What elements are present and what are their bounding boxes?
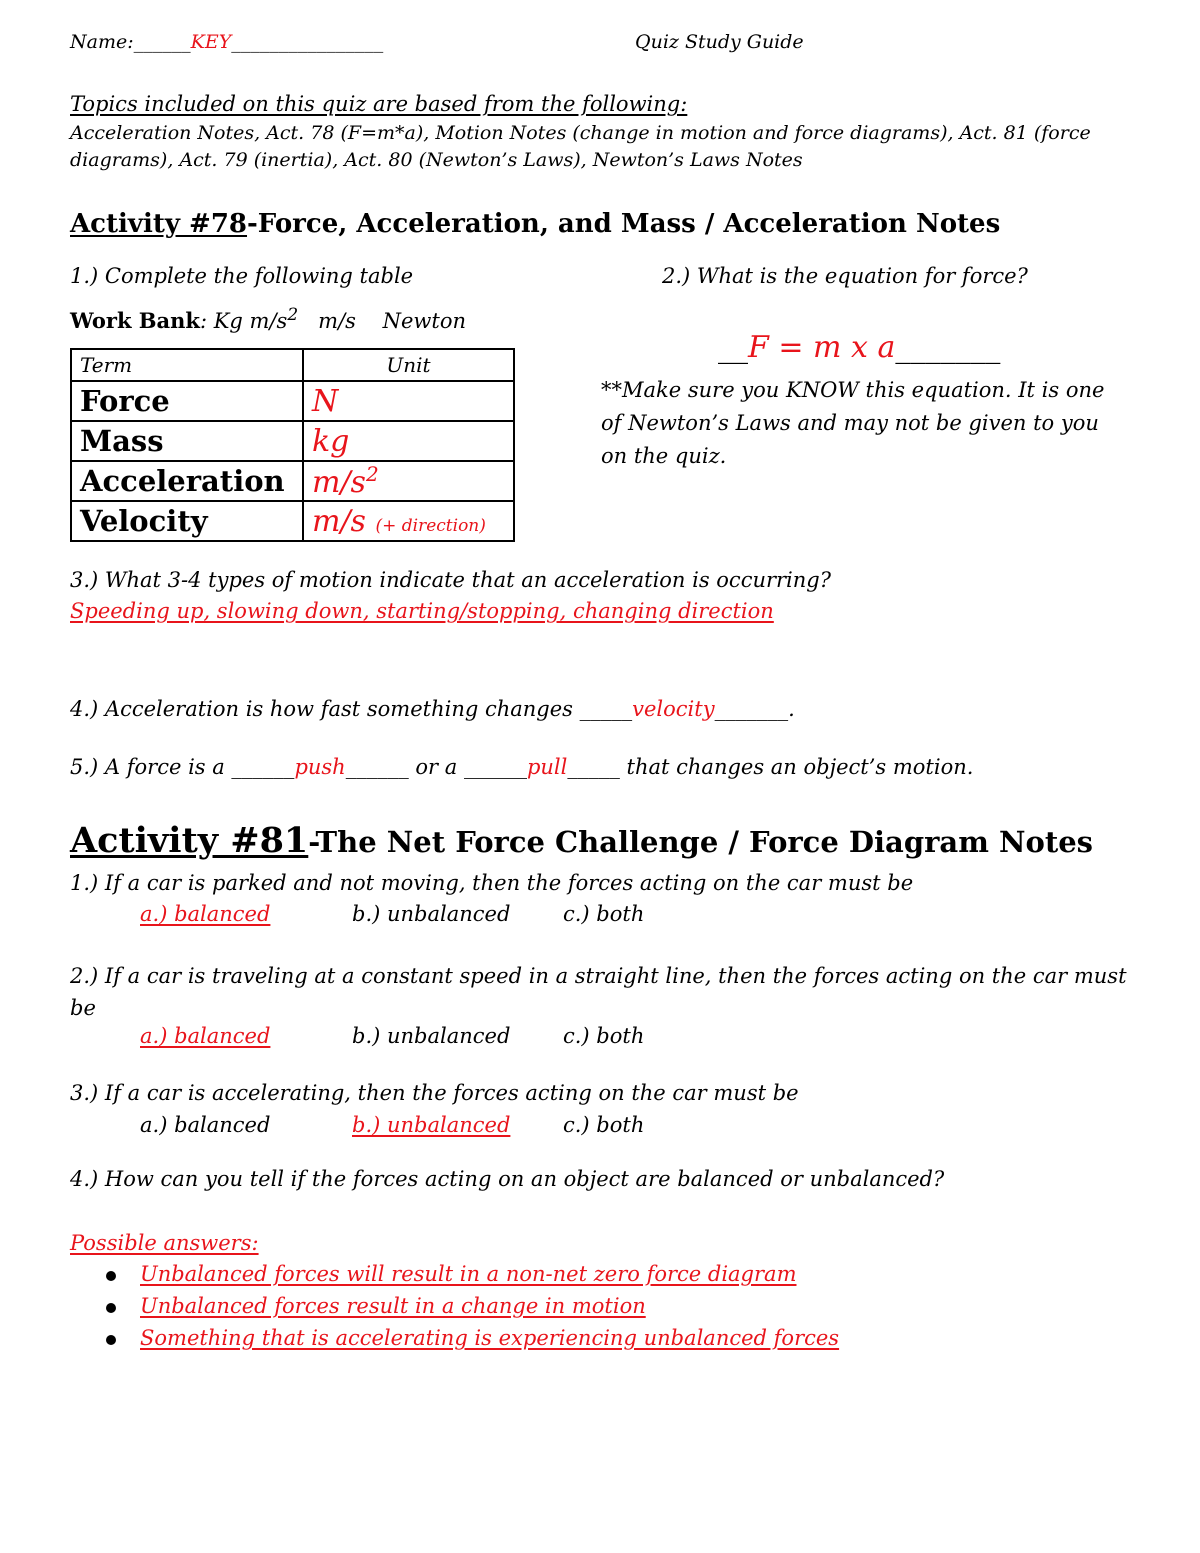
q5-answer-1: push (294, 755, 346, 779)
unit-cell (303, 461, 514, 501)
activity-81-number: Activity #81 (70, 820, 309, 861)
work-bank-sup: 2 (287, 305, 299, 325)
table-row (71, 381, 514, 421)
q4-post: _______. (714, 697, 795, 721)
act81-q4: 4.) How can you tell if the forces acting on an object are balanced or unbalanced? (70, 1167, 945, 1191)
topics-line-1: Acceleration Notes, Act. 78 (F=m*a), Motion Notes (change in motion and force diagrams), Act. 81 (force (70, 122, 1091, 144)
equation-note: **Make sure you KNOW this equation. It is one of Newton’s Laws and may not be given to you on the quiz. (601, 378, 1105, 468)
name-value: KEY (190, 31, 232, 53)
possible-answers-label: Possible answers: (70, 1231, 259, 1255)
q5-answer-2: pull (526, 755, 568, 779)
q2-option-c: c.) both (563, 1024, 645, 1048)
q5-pre: 5.) A force is a ______ (70, 755, 295, 779)
q5-mid: ______ or a ______ (345, 755, 527, 779)
q1-option-b: b.) unbalanced (352, 902, 511, 926)
act81-q3: 3.) If a car is accelerating, then the forces acting on the car must be (70, 1081, 799, 1105)
table-row (71, 501, 514, 541)
equation-line (718, 330, 1000, 365)
unit-sup: 2 (365, 462, 379, 486)
act78-q2: 2.) What is the equation for force? (662, 264, 1028, 288)
topics-line-2: diagrams), Act. 79 (inertia), Act. 80 (Newton’s Laws), Newton’s Laws Notes (70, 149, 803, 171)
name-line (70, 31, 383, 53)
unit-cell: N (303, 381, 514, 421)
unit-cell: kg (303, 421, 514, 461)
q1-option-c: c.) both (563, 902, 645, 926)
col-term-header: Term (71, 349, 303, 381)
q3-option-b: b.) unbalanced (352, 1113, 511, 1137)
act81-q1: 1.) If a car is parked and not moving, then the forces acting on the car must be (70, 871, 914, 895)
act78-q4 (70, 697, 795, 721)
term-cell: Force (71, 381, 303, 421)
q2-option-b: b.) unbalanced (352, 1024, 511, 1048)
table-row (71, 461, 514, 501)
q5-post: _____ that changes an object’s motion. (567, 755, 974, 779)
equation-lead: __ (718, 330, 748, 365)
guide-title: Quiz Study Guide (635, 31, 804, 53)
q4-pre: 4.) Acceleration is how fast something changes _____ (70, 697, 633, 721)
q3-option-a: a.) balanced (140, 1113, 271, 1137)
bullet-icon (106, 1303, 116, 1313)
units-table (70, 348, 515, 542)
act78-q5 (70, 755, 973, 779)
unit-text: m/s (312, 503, 366, 539)
col-unit-header: Unit (303, 349, 514, 381)
equation: F = m x a (748, 330, 896, 365)
unit-cell (303, 501, 514, 541)
activity-78-heading (70, 209, 1000, 239)
bullet-icon (106, 1335, 116, 1345)
activity-81-title: -The Net Force Challenge / Force Diagram Notes (308, 825, 1093, 859)
activity-81-heading (70, 820, 1093, 861)
equation-trail: _______ (895, 330, 1001, 365)
term-cell: Velocity (71, 501, 303, 541)
q3-option-c: c.) both (563, 1113, 645, 1137)
q4-answer: velocity (632, 697, 715, 721)
bullet-icon (106, 1271, 116, 1281)
q1-option-a: a.) balanced (140, 902, 271, 926)
answer-item: Unbalanced forces result in a change in motion (140, 1294, 646, 1318)
name-trail: ________________ (231, 31, 384, 53)
name-label: Name:______ (70, 31, 191, 53)
act78-q1: 1.) Complete the following table (70, 264, 414, 288)
topics-heading: Topics included on this quiz are based from the following: (70, 92, 688, 116)
work-bank-items: : Kg m/s (199, 309, 288, 333)
act81-q2: 2.) If a car is traveling at a constant speed in a straight line, then the forces acting on the car must be (70, 964, 1127, 1020)
act78-q3: 3.) What 3-4 types of motion indicate that an acceleration is occurring? (70, 568, 832, 592)
work-bank-label: Work Bank (70, 308, 200, 333)
term-cell: Acceleration (71, 461, 303, 501)
term-cell: Mass (71, 421, 303, 461)
table-row (71, 421, 514, 461)
unit-text: m/s (312, 465, 366, 500)
table-header-row (71, 349, 514, 381)
answer-item: Something that is accelerating is experiencing unbalanced forces (140, 1326, 840, 1350)
unit-note: (+ direction) (375, 515, 486, 536)
work-bank (70, 305, 466, 333)
q2-option-a: a.) balanced (140, 1024, 271, 1048)
work-bank-rest: m/s Newton (298, 309, 467, 333)
activity-78-number: Activity #78 (70, 209, 248, 239)
act78-q3-answer: Speeding up, slowing down, starting/stopping, changing direction (70, 599, 774, 623)
activity-78-title: -Force, Acceleration, and Mass / Acceleration Notes (247, 209, 1001, 239)
answer-item: Unbalanced forces will result in a non-net zero force diagram (140, 1262, 797, 1286)
